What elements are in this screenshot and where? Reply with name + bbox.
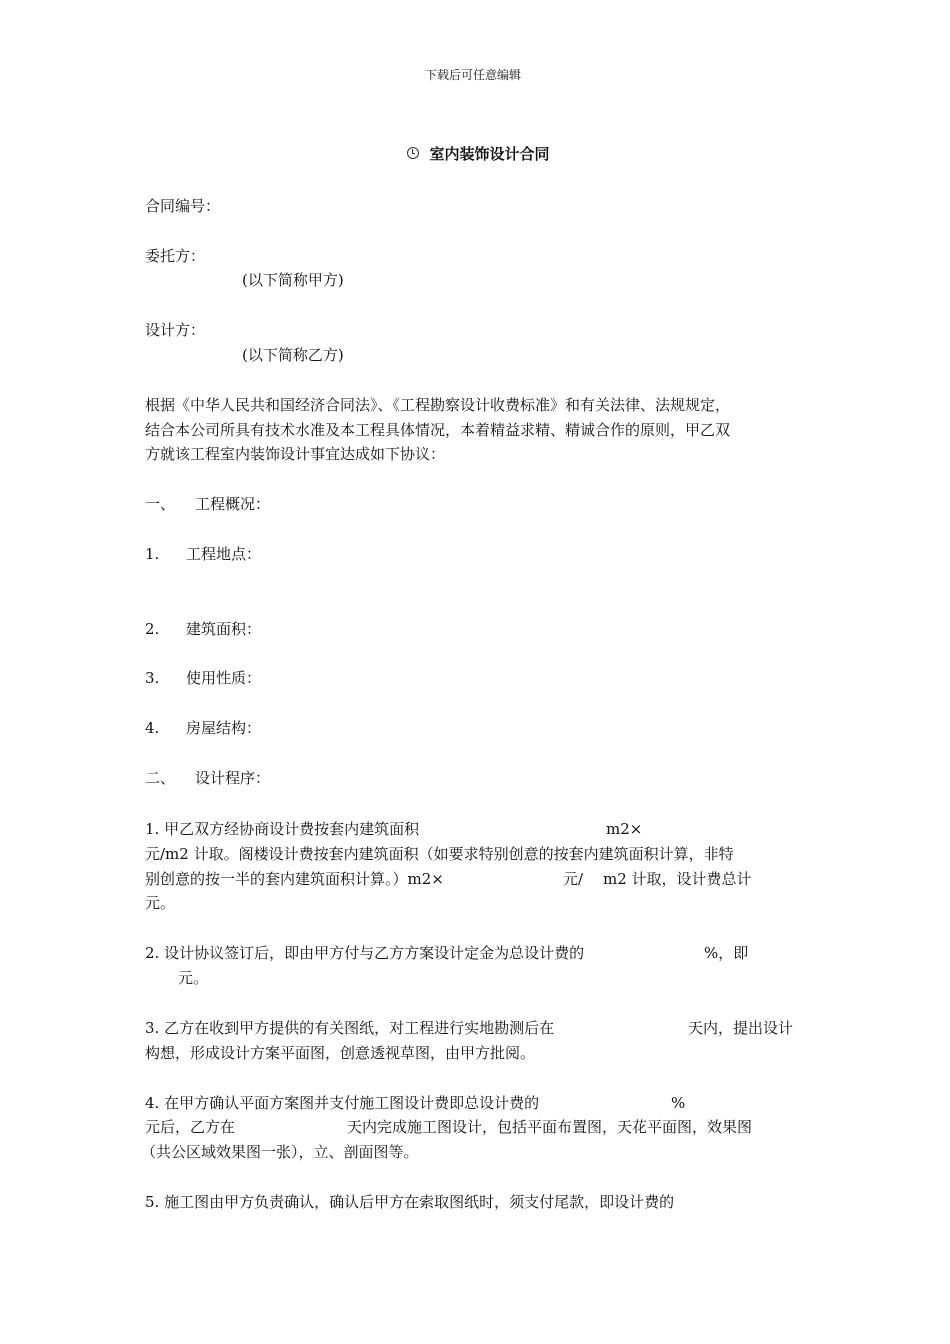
- clause-2-line-1a: 2. 设计协议签订后，即由甲方付与乙方方案设计定金为总设计费的: [145, 944, 585, 962]
- client-alias: (以下简称甲方): [242, 271, 344, 289]
- contract-number-label: 合同编号：: [145, 197, 221, 215]
- clause-1-line-1b: m2×: [606, 820, 643, 838]
- clause-5-line-1: 5. 施工图由甲方负责确认，确认后甲方在索取图纸时，须支付尾款，即设计费的: [145, 1193, 675, 1211]
- intro-line-1: 根据《中华人民共和国经济合同法》、《工程勘察设计收费标准》和有关法律、法规规定，: [145, 396, 731, 414]
- clause-2-line-1b: %，即: [704, 944, 749, 962]
- clause-1-line-4: 元。: [145, 894, 176, 912]
- clause-1-line-3a: 别创意的按一半的套内建筑面积计算。）m2×: [145, 870, 444, 888]
- item-4-label: 房屋结构：: [186, 719, 262, 737]
- download-note: 下载后可任意编辑: [425, 68, 522, 82]
- clause-1-line-1a: 1. 甲乙双方经协商设计费按套内建筑面积: [145, 820, 420, 838]
- item-1-number: 1.: [145, 545, 160, 563]
- intro-line-3: 方就该工程室内装饰设计事宜达成如下协议：: [145, 445, 446, 463]
- clause-3-line-2: 构想，形成设计方案平面图，创意透视草图，由甲方批阅。: [145, 1044, 536, 1062]
- clause-2-line-2: 元。: [178, 969, 209, 987]
- section-1-number: 一、: [145, 495, 176, 513]
- item-2-number: 2.: [145, 620, 160, 638]
- clause-3-line-1a: 3. 乙方在收到甲方提供的有关图纸，对工程进行实地勘测后在: [145, 1019, 555, 1037]
- item-3-label: 使用性质：: [186, 669, 262, 687]
- document-title-row: [397, 127, 549, 163]
- clause-1-line-3b: 元/: [563, 870, 584, 888]
- designer-label: 设计方：: [145, 321, 206, 339]
- clause-1-line-2: 元/m2 计取。阁楼设计费按套内建筑面积（如要求特别创意的按套内建筑面积计算，非特: [145, 845, 734, 863]
- clause-4-line-1b: %: [671, 1094, 686, 1112]
- intro-line-2: 结合本公司所具有技术水准及本工程具体情况，本着精益求精、精诚合作的原则，甲乙双: [145, 421, 731, 439]
- item-1-label: 工程地点：: [186, 545, 262, 563]
- clock-icon: [407, 147, 419, 159]
- clause-1-line-3c: m2 计取，设计费总计: [603, 870, 752, 888]
- clause-4-line-3: （共公区域效果图一张），立、剖面图等。: [141, 1143, 419, 1161]
- client-label: 委托方：: [145, 247, 206, 265]
- clause-4-line-2a: 元后，乙方在: [145, 1118, 236, 1136]
- item-4-number: 4.: [145, 719, 160, 737]
- item-2-label: 建筑面积：: [186, 620, 262, 638]
- designer-alias: (以下简称乙方): [242, 346, 344, 364]
- clause-4-line-2b: 天内完成施工图设计，包括平面布置图，天花平面图，效果图: [347, 1118, 753, 1136]
- clause-4-line-1a: 4. 在甲方确认平面方案图并支付施工图设计费即总设计费的: [145, 1094, 540, 1112]
- item-3-number: 3.: [145, 669, 160, 687]
- section-2-heading: 设计程序：: [195, 769, 271, 787]
- section-1-heading: 工程概况：: [195, 495, 271, 513]
- section-2-number: 二、: [145, 769, 176, 787]
- clause-3-line-1b: 天内，提出设计: [688, 1019, 794, 1037]
- document-title: 室内装饰设计合同: [429, 145, 550, 163]
